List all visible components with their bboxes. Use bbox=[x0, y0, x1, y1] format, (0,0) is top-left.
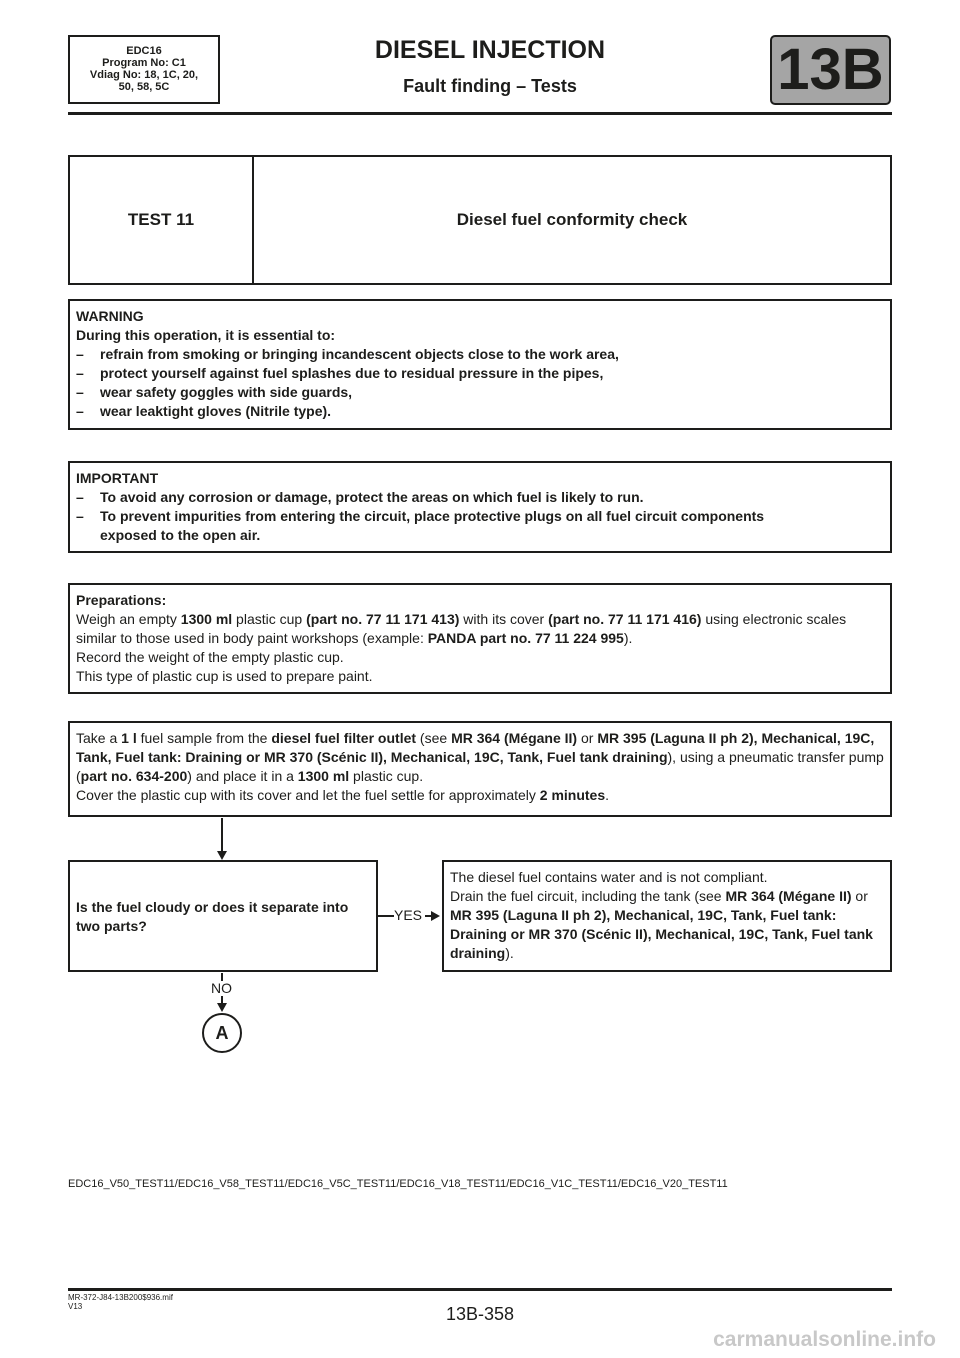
preparations-note: This type of plastic cup is used to prepare paint. bbox=[76, 668, 373, 684]
important-box bbox=[68, 461, 892, 553]
sample-paragraph: Take a 1 l fuel sample from the diesel fuel filter outlet (see MR 364 (Mégane II) or MR 395 (Laguna II ph 2), Mechanical, 19C, Tank, Fuel tank: Draining or MR 370 (Scénic II), Mechanical, 19C, Tank, Fuel tank draining), using a pneumatic transfer pump (part no. 634-200) and place it in a 1300 ml plastic cup. bbox=[76, 730, 884, 784]
model-line: EDC16 bbox=[126, 45, 162, 57]
result-instructions: Drain the fuel circuit, including the tank (see MR 364 (Mégane II) or MR 395 (Laguna II ph 2), Mechanical, 19C, Tank, Fuel tank: Draining or MR 370 (Scénic II), Mechanical, 19C, Tank, Fuel tank draining). bbox=[450, 888, 873, 961]
flow-connector bbox=[221, 818, 223, 852]
list-item: – wear leaktight gloves (Nitrile type). bbox=[76, 403, 332, 419]
list-item: – refrain from smoking or bringing incandescent objects close to the work area, bbox=[76, 346, 619, 362]
vdiag-line: Vdiag No: 18, 1C, 20, bbox=[89, 69, 199, 81]
test-name: Diesel fuel conformity check bbox=[456, 210, 688, 229]
page-title: DIESEL INJECTION bbox=[374, 36, 606, 64]
result-statement: The diesel fuel contains water and is not compliant. bbox=[450, 869, 768, 885]
preparations-paragraph: Weigh an empty 1300 ml plastic cup (part no. 77 11 171 413) with its cover (part no. 77 11 171 416) using electronic scales similar to those used in body paint workshops (example: PANDA part no. 77 11 224 995). bbox=[76, 611, 847, 646]
test-number: TEST 11 bbox=[70, 157, 254, 283]
result-box bbox=[442, 860, 892, 972]
connector-a[interactable]: A bbox=[202, 1013, 242, 1053]
question-text: Is the fuel cloudy or does it separate into two parts? bbox=[76, 899, 349, 934]
test-title-box bbox=[68, 155, 892, 285]
vdiag-line-2: 50, 58, 5C bbox=[118, 81, 170, 93]
preparations-heading: Preparations: bbox=[76, 592, 167, 608]
list-item: – To prevent impurities from entering the circuit, place protective plugs on all fuel circuit components exposed to the open air. bbox=[76, 508, 765, 543]
warning-heading: WARNING bbox=[76, 308, 144, 324]
important-heading: IMPORTANT bbox=[76, 470, 159, 486]
program-line: Program No: C1 bbox=[102, 57, 186, 69]
arrow-down-icon bbox=[217, 851, 227, 860]
list-item: – wear safety goggles with side guards, bbox=[76, 384, 353, 400]
list-item: – protect yourself against fuel splashes due to residual pressure in the pipes, bbox=[76, 365, 604, 381]
page-subtitle: Fault finding – Tests bbox=[403, 76, 577, 96]
list-item: – To avoid any corrosion or damage, protect the areas on which fuel is likely to run. bbox=[76, 489, 644, 505]
header-rule bbox=[68, 112, 892, 115]
watermark: carmanualsonline.info bbox=[713, 1328, 936, 1351]
preparations-box bbox=[68, 583, 892, 694]
warning-box bbox=[68, 299, 892, 430]
section-badge: 13B bbox=[770, 35, 891, 105]
yes-connector bbox=[378, 915, 394, 917]
sample-settle: Cover the plastic cup with its cover and let the fuel settle for approximately 2 minutes. bbox=[76, 787, 610, 803]
document-reference: MR-372-J84-13B200$936.mif bbox=[68, 1293, 173, 1302]
arrow-down-icon bbox=[217, 1003, 227, 1012]
model-info-box bbox=[68, 35, 220, 104]
version: V13 bbox=[68, 1302, 83, 1311]
test-reference-code: EDC16_V50_TEST11/EDC16_V58_TEST11/EDC16_V5C_TEST11/EDC16_V18_TEST11/EDC16_V1C_TEST11/EDC16_V20_TEST11 bbox=[68, 1178, 728, 1190]
sample-instructions-box bbox=[68, 721, 892, 817]
page-number: 13B-358 bbox=[445, 1304, 515, 1324]
yes-label: YES bbox=[394, 907, 423, 923]
arrow-right-icon bbox=[431, 911, 440, 921]
footer-rule bbox=[68, 1288, 892, 1291]
warning-intro: During this operation, it is essential to: bbox=[76, 327, 336, 343]
preparations-record: Record the weight of the empty plastic cup. bbox=[76, 649, 344, 665]
question-box bbox=[68, 860, 378, 972]
no-label: NO bbox=[211, 980, 232, 996]
